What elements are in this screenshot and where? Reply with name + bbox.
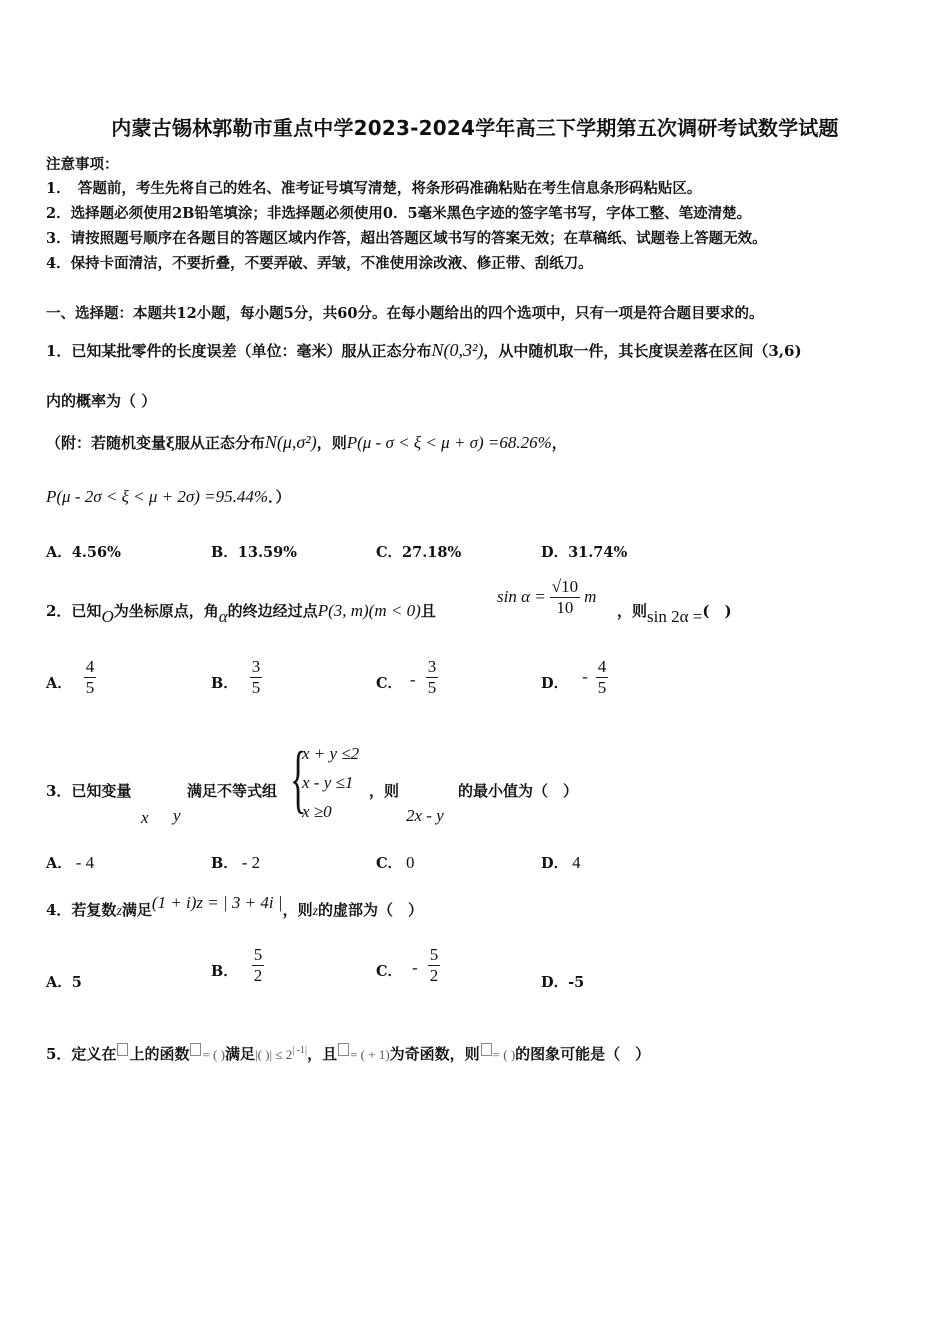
q3-stem-c: ，则 bbox=[369, 782, 400, 800]
q1-note-cont: P(μ - 2σ < ξ < μ + 2σ) =95.44%．） bbox=[46, 487, 291, 506]
q3-expression: 2x - y bbox=[406, 806, 444, 825]
q2-point: P(3, m)(m < 0) bbox=[317, 601, 421, 620]
q5-stem: 5．定义在 上的函数 = ( )满足|( )| ≤ $2^{| -1|}$，且 = ( + 1)为奇函数，则 = ( )的图象可能是（ ） bbox=[46, 1045, 651, 1063]
q3-stem-a: 3．已知变量 bbox=[46, 782, 132, 800]
q3-stem-d: 的最小值为（ ） bbox=[458, 782, 579, 800]
q1-stem: 1．已知某批零件的长度误差（单位：毫米）服从正态分布N(0,3²)，从中随机取一件，其长度误差落在区间（3,6) bbox=[46, 340, 802, 360]
q3-stem-b: 满足不等式组 bbox=[187, 782, 278, 800]
q4-formula: (1 + i)z = | 3 + 4i | bbox=[151, 893, 283, 912]
notice-item: 2．选择题必须使用2B铅笔填涂；非选择题必须使用0．5毫米黑色字迹的签字笔书写，字体工整、笔迹清楚。 bbox=[46, 205, 752, 222]
q3-option-d[interactable]: D． 4 bbox=[541, 853, 581, 872]
q2-stem-b: ，则sin 2α =( ) bbox=[617, 602, 732, 626]
q3-option-a[interactable]: A． - 4 bbox=[46, 853, 95, 872]
q3-system-row: x - y ≤1 bbox=[302, 773, 354, 792]
q3-var-x: x bbox=[141, 808, 149, 827]
page-title: 内蒙古锡林郭勒市重点中学2023-2024学年高三下学期第五次调研考试数学试题 bbox=[111, 116, 839, 140]
q1-option-b[interactable]: B．13.59% bbox=[211, 544, 297, 561]
q1-option-c[interactable]: C．27.18% bbox=[376, 544, 462, 561]
q1-formula-normal: N(0,3²) bbox=[431, 340, 484, 360]
missing-glyph-icon bbox=[190, 1043, 201, 1056]
missing-glyph-icon bbox=[481, 1043, 492, 1056]
section-heading: 一、选择题：本题共12小题，每小题5分，共60分。在每小题给出的四个选项中，只有一项是符合题目要求的。 bbox=[46, 305, 764, 322]
notice-item: 1． 答题前，考生先将自己的姓名、准考证号填写清楚，将条形码准确粘贴在考生信息条形码粘贴区。 bbox=[46, 180, 702, 197]
q2-sin-formula: sin α = $\frac{√10}{10}$ m bbox=[497, 577, 597, 617]
q4-option-d[interactable]: D．-5 bbox=[541, 974, 585, 991]
notice-item: 4．保持卡面清洁，不要折叠，不要弄破、弄皱，不准使用涂改液、修正带、刮纸刀。 bbox=[46, 255, 593, 272]
missing-glyph-icon bbox=[117, 1043, 128, 1056]
q4-stem: 4．若复数z满足(1 + i)z = | 3 + 4i |，则z的虚部为（ ） bbox=[46, 893, 424, 919]
q1-option-d[interactable]: D．31.74% bbox=[541, 544, 628, 561]
q1-formula-normal-general: N(μ,σ²) bbox=[264, 432, 317, 452]
q2-sin-fraction: $\frac{√10}{10}$ bbox=[551, 577, 579, 617]
q4-option-c[interactable]: C． - $\frac{5}{2}$ bbox=[376, 945, 439, 985]
q2-option-d[interactable]: D． - $\frac{4}{5}$ bbox=[541, 657, 607, 697]
q4-option-a[interactable]: A．5 bbox=[46, 974, 82, 991]
q4-option-b[interactable]: B． $\frac{5}{2}$ bbox=[211, 945, 263, 985]
notice-heading: 注意事项： bbox=[46, 156, 119, 173]
q2-option-c[interactable]: C． - $\frac{3}{5}$ bbox=[376, 657, 437, 697]
q1-formula-1sigma: P(μ - σ < ξ < μ + σ) =68.26% bbox=[346, 433, 552, 452]
missing-glyph-icon bbox=[338, 1043, 349, 1056]
q3-system-row: x + y ≤2 bbox=[302, 744, 360, 763]
q1-stem-cont: 内的概率为（ ） bbox=[46, 392, 157, 410]
q3-option-c[interactable]: C． 0 bbox=[376, 853, 415, 872]
q3-var-y: y bbox=[173, 806, 181, 825]
q1-note: （附：若随机变量ξ服从正态分布N(μ,σ²)，则P(μ - σ < ξ < μ + σ) =68.26%， bbox=[46, 432, 567, 452]
q2-option-a[interactable]: A． $\frac{4}{5}$ bbox=[46, 657, 95, 697]
q1-option-a[interactable]: A．4.56% bbox=[46, 544, 121, 561]
q2-option-b[interactable]: B． $\frac{3}{5}$ bbox=[211, 657, 261, 697]
notice-item: 3．请按照题号顺序在各题目的答题区域内作答，超出答题区域书写的答案无效；在草稿纸、试题卷上答题无效。 bbox=[46, 230, 767, 247]
q2-stem-a: 2．已知O为坐标原点，角α的终边经过点P(3, m)(m < 0)且 bbox=[46, 601, 436, 626]
q3-system-row: x ≥0 bbox=[302, 802, 332, 821]
q3-brace: { bbox=[290, 737, 307, 821]
q1-formula-2sigma: P(μ - 2σ < ξ < μ + 2σ) =95.44% bbox=[46, 487, 269, 506]
q3-option-b[interactable]: B． - 2 bbox=[211, 853, 261, 872]
